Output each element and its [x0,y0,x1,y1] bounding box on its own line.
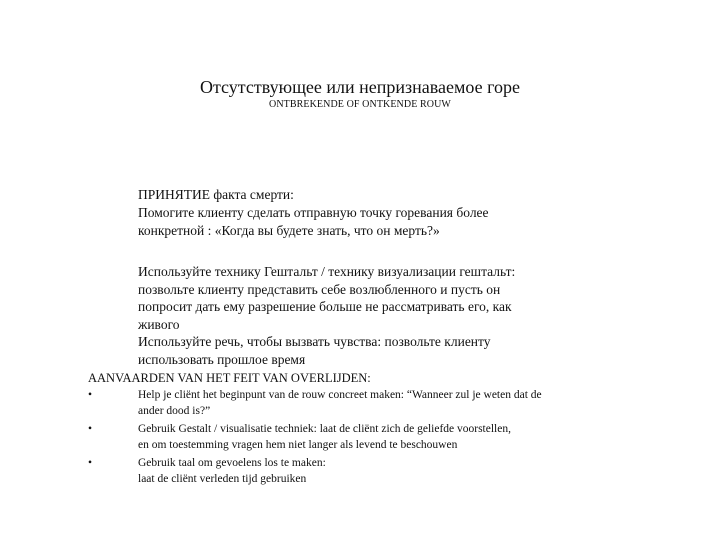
nl-line: ander dood is?” [138,404,211,417]
nl-line: laat de cliënt verleden tijd gebruiken [138,472,307,485]
slide-title: Отсутствующее или непризнаваемое горе [199,77,521,97]
ru-line: Используйте речь, чтобы вызвать чувства: позвольте клиенту [138,334,491,349]
ru-line: живого [138,316,180,332]
ru-line: конкретной : «Когда вы будете знать, что он мерть?» [138,223,440,238]
ru-line: использовать прошлое время [138,351,306,367]
russian-acceptance-block [138,186,608,240]
nl-line: Gebruik Gestalt / visualisatie techniek: laat de cliënt zich de geliefde voorstellen, [138,423,511,435]
dutch-bullet-text [138,456,658,487]
ru-line: попросит дать ему разрешение больше не рассматривать его, как [138,299,512,314]
ru-line: Используйте технику Гештальт / технику визуализации гештальт: [138,264,516,279]
nl-line: Gebruik taal om gevoelens los te maken: [138,457,326,469]
bullet-icon: • [88,389,93,401]
dutch-bullet-text [138,388,658,419]
bullet-icon: • [88,457,93,469]
ru-line: позвольте клиенту представить себе возлюбленного и пусть он [138,281,501,297]
dutch-heading: AANVAARDEN VAN HET FEIT VAN OVERLIJDEN: [88,371,371,385]
nl-line: en om toestemming vragen hem niet langer als levend te beschouwen [138,438,458,451]
ru-line: Помогите клиенту сделать отправную точку горевания более [138,205,489,220]
nl-line: Help je cliënt het beginpunt van de rouw concreet maken: “Wanneer zul je weten dat de [138,389,542,401]
slide-subtitle: ONTBREKENDE OF ONTKENDE ROUW [269,99,451,110]
dutch-bullet-text [138,422,658,453]
russian-techniques-block [138,263,608,368]
bullet-icon: • [88,423,93,435]
ru-line: ПРИНЯТИЕ факта смерти: [138,187,294,202]
